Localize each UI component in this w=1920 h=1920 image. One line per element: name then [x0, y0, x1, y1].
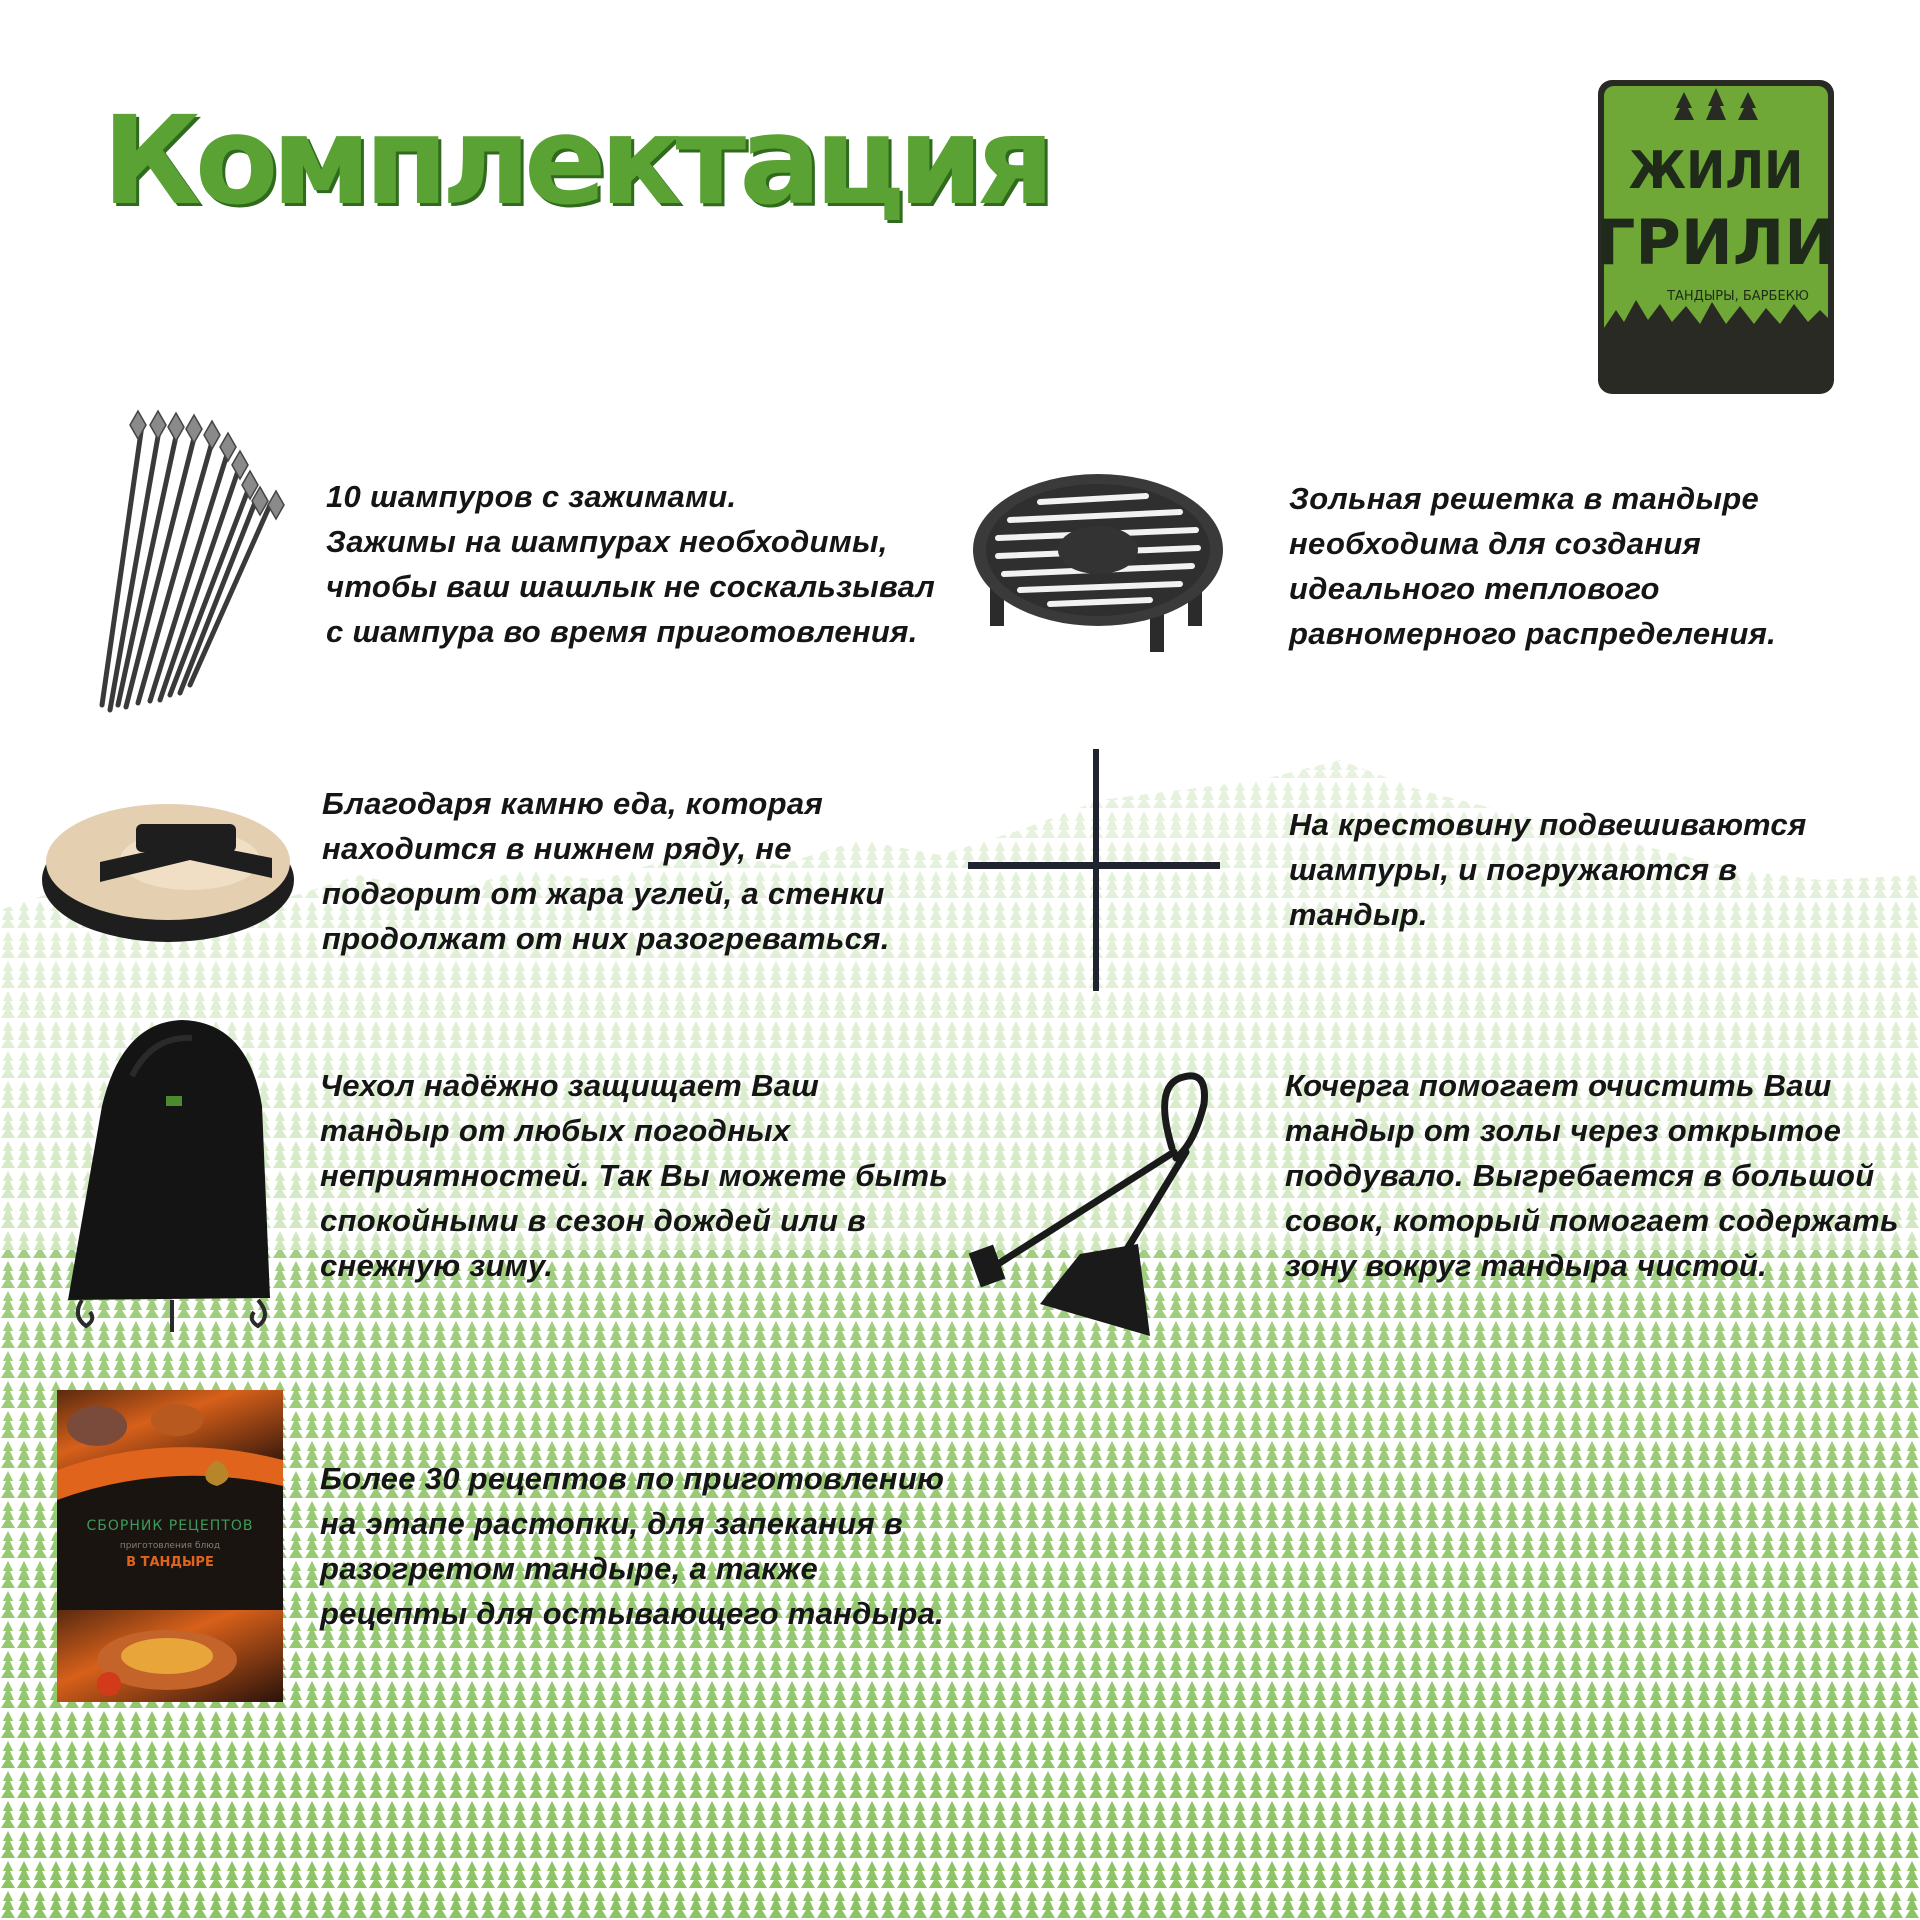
- svg-text:СБОРНИК РЕЦЕПТОВ: СБОРНИК РЕЦЕПТОВ: [86, 1518, 254, 1534]
- svg-text:ГРИЛИ: ГРИЛИ: [1596, 206, 1836, 279]
- svg-text:ЖИЛИ: ЖИЛИ: [1628, 141, 1804, 201]
- poker-icon: [968, 1068, 1248, 1348]
- cross-description: На крестовину подвешиваются шампуры, и погружаются в тандыр.: [1289, 807, 1807, 932]
- stone-icon: [40, 790, 300, 950]
- brand-logo: [1596, 78, 1836, 396]
- ash-grate-description: Зольная решетка в тандыре необходима для создания идеального теплового равномерного распределения.: [1289, 481, 1777, 651]
- poker-description: Кочерга помогает очистить Ваш тандыр от золы через открытое поддувало. Выгребается в большой совок, который помогает содержать зону вокруг тандыра чистой.: [1285, 1068, 1899, 1283]
- recipes-description: Более 30 рецептов по приготовлению на этапе растопки, для запекания в разогретом тандыре, а также рецепты для остывающего тандыра.: [320, 1461, 945, 1631]
- cover-icon: [62, 1016, 282, 1336]
- cover-description: Чехол надёжно защищает Ваш тандыр от любых погодных неприятностей. Так Вы можете быть спокойными в сезон дождей или в снежную зиму.: [320, 1068, 949, 1283]
- stone-description: Благодаря камню еда, которая находится в нижнем ряду, не подгорит от жара углей, а стенки продолжат от них разогреваться.: [322, 786, 890, 956]
- skewers-description: 10 шампуров с зажимами. Зажимы на шампурах необходимы, чтобы ваш шашлык не соскальзывал с шампура во время приготовления.: [326, 479, 936, 649]
- cross-icon: [964, 745, 1224, 995]
- svg-text:В ТАНДЫРЕ: В ТАНДЫРЕ: [126, 1555, 214, 1570]
- ash-grate-icon: [970, 470, 1230, 660]
- svg-text:приготовления блюд: приготовления блюд: [119, 1541, 221, 1551]
- svg-text:ТАНДЫРЫ, БАРБЕКЮ: ТАНДЫРЫ, БАРБЕКЮ: [1667, 289, 1809, 304]
- recipe-book-icon: [57, 1390, 283, 1702]
- page-title: Комплектация: [102, 90, 1048, 232]
- skewers-icon: [90, 405, 310, 725]
